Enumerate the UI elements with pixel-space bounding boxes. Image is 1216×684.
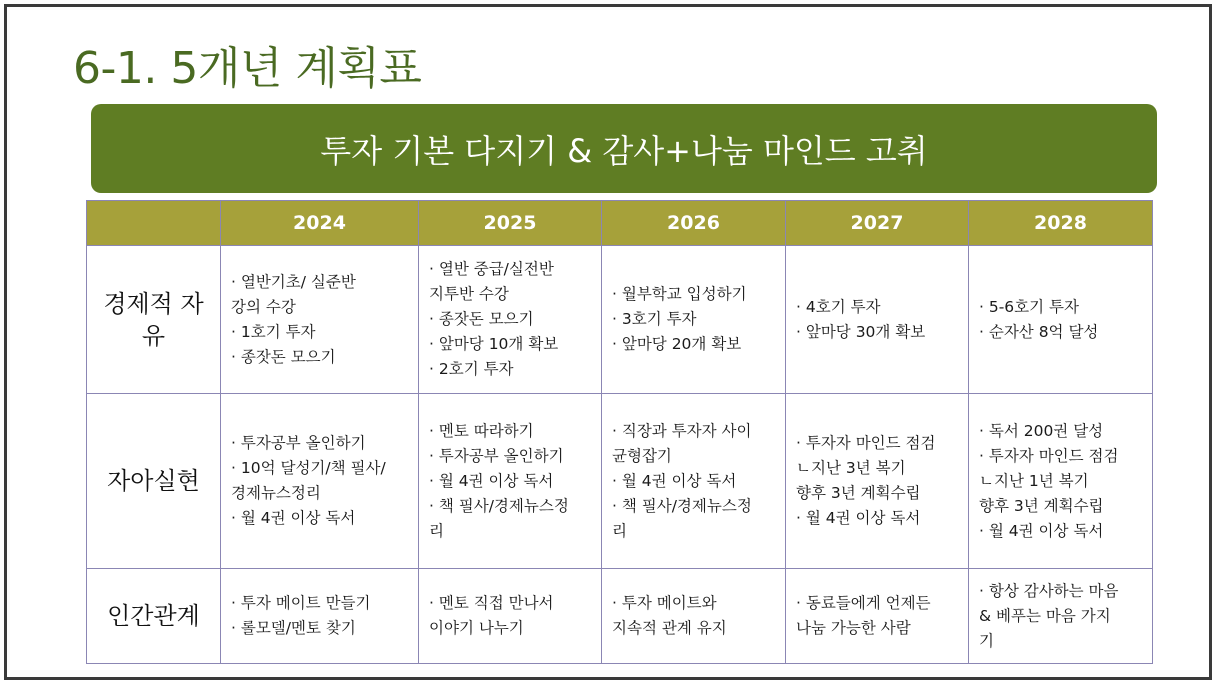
plan-item: 리 (612, 521, 627, 540)
plan-item: · 동료들에게 언제든 (796, 594, 931, 612)
table-row (87, 569, 1153, 664)
row-label-line: 경제적 자 (103, 289, 204, 318)
plan-item: · 월부학교 입성하기 (612, 285, 747, 303)
plan-item: · 열반기초/ 실준반 (231, 272, 356, 291)
plan-cell (602, 246, 786, 394)
page-title: 6-1. 5개년 계획표 (73, 43, 422, 94)
plan-item: · 순자산 8억 달성 (979, 322, 1099, 341)
theme-banner: 투자 기본 다지기 & 감사+나눔 마인드 고취 (91, 104, 1157, 193)
plan-cell (969, 246, 1153, 394)
plan-item: · 멘토 직접 만나서 (429, 594, 554, 612)
plan-item: 향후 3년 계획수립 (979, 496, 1104, 515)
plan-item: · 월 4권 이상 독서 (796, 509, 921, 527)
row-label-line: 유 (141, 321, 166, 350)
plan-item: · 월 4권 이상 독서 (612, 471, 737, 490)
plan-item: · 항상 감사하는 마음 (979, 581, 1119, 600)
table-row (87, 394, 1153, 569)
plan-item: · 롤모델/멘토 찾기 (231, 619, 356, 637)
plan-item: · 월 4권 이상 독서 (429, 471, 554, 490)
header-cell-year: 2026 (602, 201, 786, 246)
plan-item: · 앞마당 30개 확보 (796, 322, 926, 341)
plan-item: & 베푸는 마음 가지 (979, 606, 1111, 625)
five-year-plan-table (86, 200, 1153, 664)
plan-cell (602, 569, 786, 664)
plan-item: · 책 필사/경제뉴스정 (429, 496, 569, 515)
plan-item: 지투반 수강 (429, 285, 509, 303)
plan-item: · 앞마당 20개 확보 (612, 335, 742, 353)
plan-item: · 3호기 투자 (612, 310, 697, 328)
plan-item: · 종잣돈 모으기 (429, 310, 534, 328)
plan-cell (419, 394, 602, 569)
row-label (87, 246, 221, 394)
row-label (87, 569, 221, 664)
plan-item: · 투자자 마인드 점검 (796, 434, 936, 452)
plan-item: 리 (429, 521, 444, 540)
plan-item: ㄴ지난 1년 복기 (979, 471, 1089, 490)
row-label (87, 394, 221, 569)
plan-item: · 직장과 투자자 사이 (612, 421, 752, 440)
plan-item: · 월 4권 이상 독서 (979, 521, 1104, 540)
plan-cell (602, 394, 786, 569)
plan-item: · 투자공부 올인하기 (429, 446, 564, 465)
plan-cell (969, 394, 1153, 569)
plan-item: · 10억 달성기/책 필사/ (231, 459, 386, 477)
plan-item: · 1호기 투자 (231, 322, 316, 341)
table-row (87, 246, 1153, 394)
plan-item: 이야기 나누기 (429, 619, 524, 637)
plan-item: 강의 수강 (231, 297, 296, 316)
plan-item: · 투자 메이트 만들기 (231, 594, 371, 612)
row-label-line: 인간관계 (107, 602, 200, 630)
plan-item: · 투자공부 올인하기 (231, 434, 366, 452)
plan-cell (221, 394, 419, 569)
plan-cell (969, 569, 1153, 664)
plan-item: · 4호기 투자 (796, 297, 881, 316)
plan-cell (419, 569, 602, 664)
plan-item: ㄴ지난 3년 복기 (796, 459, 906, 477)
plan-item: 경제뉴스정리 (231, 484, 321, 502)
plan-cell (786, 569, 969, 664)
plan-item: · 월 4권 이상 독서 (231, 509, 356, 527)
header-cell-corner (87, 201, 221, 246)
row-label-line: 자아실현 (107, 467, 200, 495)
plan-item: 기 (979, 631, 994, 650)
header-cell-year: 2027 (786, 201, 969, 246)
table-header-row (87, 201, 1153, 246)
plan-item: · 5-6호기 투자 (979, 297, 1079, 316)
plan-item: 향후 3년 계획수립 (796, 484, 921, 502)
plan-item: · 투자 메이트와 (612, 594, 717, 612)
plan-item: 나눔 가능한 사람 (796, 619, 911, 637)
plan-item: · 책 필사/경제뉴스정 (612, 496, 752, 515)
plan-item: 지속적 관계 유지 (612, 619, 727, 637)
header-cell-year: 2024 (221, 201, 419, 246)
plan-cell (419, 246, 602, 394)
plan-item: · 멘토 따라하기 (429, 421, 534, 440)
plan-cell (221, 246, 419, 394)
header-cell-year: 2028 (969, 201, 1153, 246)
plan-item: · 투자자 마인드 점검 (979, 446, 1119, 465)
plan-item: · 독서 200권 달성 (979, 421, 1104, 440)
plan-cell (786, 246, 969, 394)
header-cell-year: 2025 (419, 201, 602, 246)
plan-item: · 앞마당 10개 확보 (429, 335, 559, 353)
plan-item: 균형잡기 (612, 446, 672, 465)
plan-cell (786, 394, 969, 569)
plan-cell (221, 569, 419, 664)
plan-item: · 열반 중급/실전반 (429, 260, 554, 278)
plan-item: · 2호기 투자 (429, 360, 514, 378)
plan-item: · 종잣돈 모으기 (231, 347, 336, 366)
